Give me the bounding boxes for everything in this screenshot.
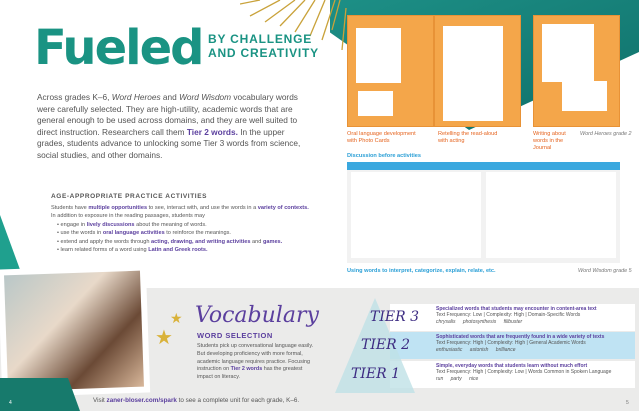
intro-paragraph: Across grades K–6, Word Heroes and Word Wisdom vocabulary words were carefully selected. They are high-utility, academic words that are general enough to be used across domains, and they are well suited to direct instruction. Researchers call them Tier 2 words. In the upper grades, students advance to unlocking some Tier 3 words from science, social studies, and other domains.: [37, 92, 301, 160]
list-item: • extend and apply the words through acting, drawing, and writing activities and games.: [57, 238, 313, 246]
acting-sample-page: [434, 15, 521, 127]
caption-journal: Writing about words in the Journal: [533, 131, 566, 151]
journal-sample-page: [533, 15, 620, 127]
page-number-left: 4: [9, 400, 12, 406]
tier-2-row: Sophisticated words that are frequently found in a wide variety of texts Text Frequency: High | Complexity: High | General Academic Words enthusiastic astonish brilliance: [390, 332, 635, 359]
student-photo: [0, 264, 150, 397]
tier-1-row: Simple, everyday words that students learn without much effort Text Frequency: High | Complexity: Low | Words Common in Spoken Language run party nice: [390, 361, 635, 388]
caption-discussion: Discussion before activities: [347, 153, 421, 159]
page-subtitle: BY CHALLENGE AND CREATIVITY: [208, 32, 319, 60]
activities-list: Students have multiple opportunities to see, interact with, and use the words in a variety of contexts. In addition to exposure in the reading passages, students may • engage in lively discussions about the meaning of words. • use the words in oral language activities to reinforce the meanings. • extend and apply the words through acting, drawing, and writing activities and games. • learn related forms of a word using Latin and Greek roots.: [51, 204, 313, 254]
caption-photo-cards: Oral language development with Photo Cards: [347, 131, 416, 144]
grade-label-word-heroes: Word Heroes grade 2: [580, 131, 632, 137]
tier-3-label: TIER 3: [370, 309, 419, 325]
vocabulary-description: Students pick up conversational language easily. But developing proficiency with more formal, academic language requires practice. Focusing instruction on Tier 2 words has the greatest impact on literacy.: [197, 343, 314, 381]
tier-1-label: TIER 1: [351, 366, 400, 382]
word-selection-subheading: WORD SELECTION: [197, 331, 273, 340]
page-number-right: 5: [626, 400, 629, 406]
activities-heading: AGE-APPROPRIATE PRACTICE ACTIVITIES: [51, 193, 208, 200]
footer-note: Visit zaner-bloser.com/spark to see a complete unit for each grade, K–6.: [93, 397, 300, 404]
caption-using-words: Using words to interpret, categorize, explain, relate, etc.: [347, 268, 496, 274]
spark-link[interactable]: zaner-bloser.com/spark: [106, 397, 177, 404]
vocabulary-heading: Vocabulary: [195, 303, 319, 328]
photo-cards-sample-page: [347, 15, 434, 127]
star-icon: ★: [170, 310, 183, 326]
star-icon: ★: [155, 327, 173, 349]
page-title: Fueled: [34, 20, 203, 76]
list-item: • engage in lively discussions about the meaning of words.: [57, 221, 313, 229]
teal-triangle-decoration: [0, 215, 22, 275]
grade-label-word-wisdom: Word Wisdom grade 5: [578, 268, 632, 274]
list-item: • learn related forms of a word using Latin and Greek roots.: [57, 246, 313, 254]
teal-corner-decoration: [0, 378, 80, 411]
tier-2-label: TIER 2: [361, 337, 410, 353]
caption-acting: Retelling the read-aloud with acting: [438, 131, 498, 144]
tier-3-row: Specialized words that students may encounter in content-area text Text Frequency: Low | Complexity: High | Domain-Specific Words chrysalis photosynthesis filibuster: [390, 304, 635, 331]
word-wisdom-sample-spread: [347, 162, 620, 263]
list-item: • use the words in oral language activities to reinforce the meanings.: [57, 229, 313, 237]
